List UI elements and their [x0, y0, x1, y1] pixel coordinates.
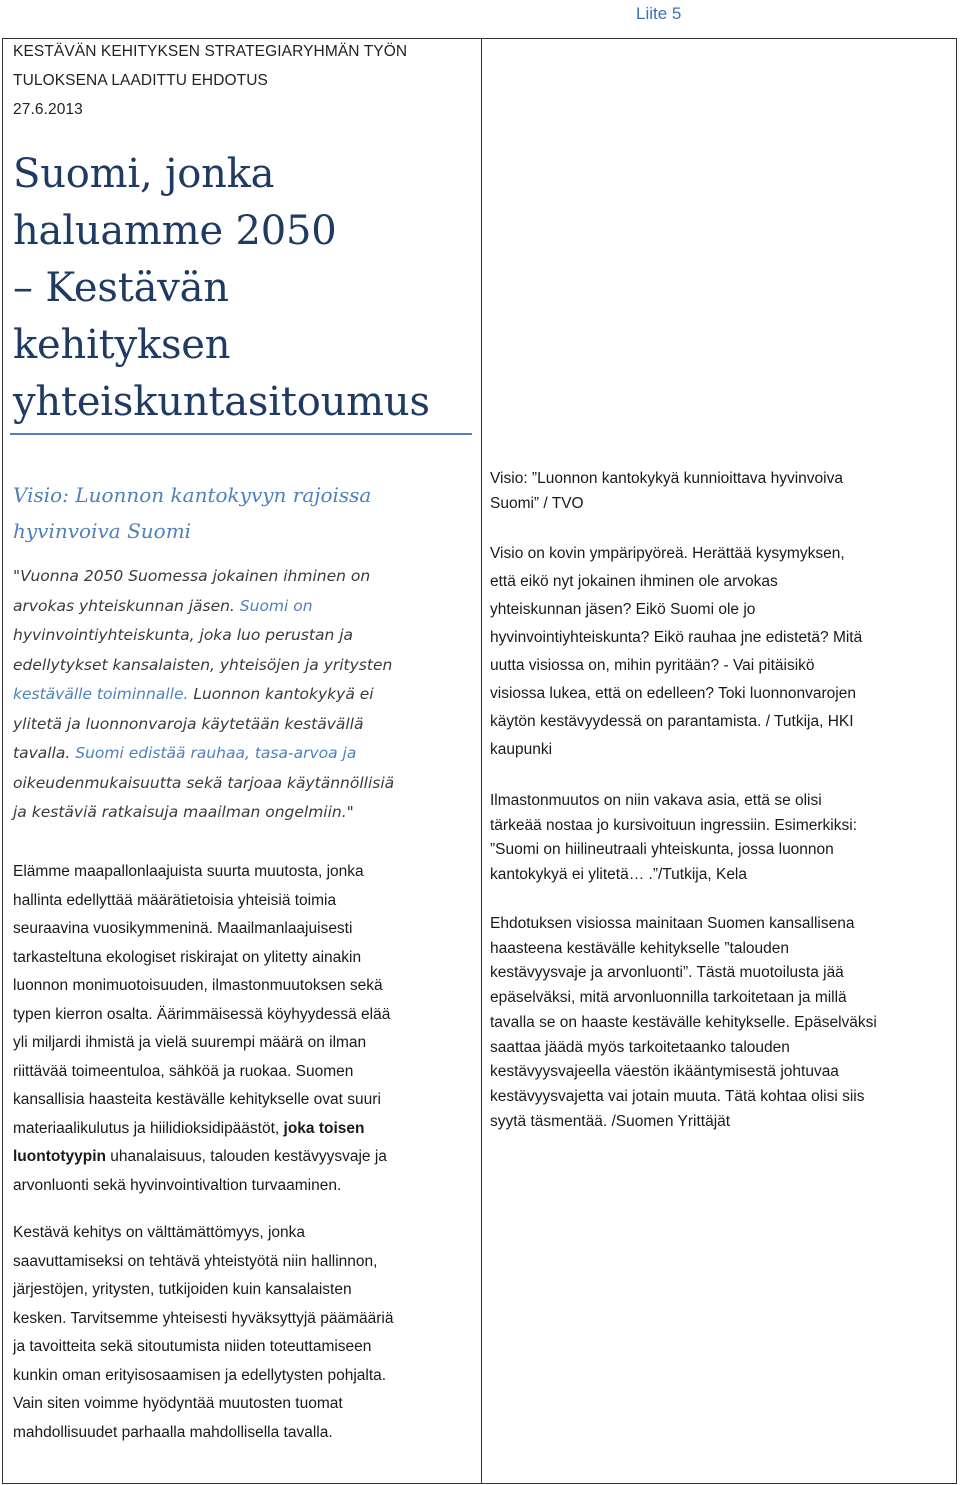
vision-heading-line-1: Visio: Luonnon kantokyvyn rajoissa	[13, 483, 372, 507]
document-title	[13, 146, 473, 431]
column-divider	[481, 38, 482, 1484]
header-line-1: KESTÄVÄN KEHITYKSEN STRATEGIARYHMÄN TYÖN	[13, 43, 408, 60]
quote-line: tavalla. Suomi edistää rauhaa, tasa-arvoa ja	[13, 744, 357, 762]
quote-line: ylitetä ja luonnonvaroja käytetään kestävällä	[13, 714, 364, 733]
title-line-4: kehityksen	[13, 322, 231, 368]
para-line: kesken. Tarvitsemme yhteisesti hyväksyttyjä päämääriä	[13, 1309, 394, 1327]
quote-line: kestävälle toiminnalle. Luonnon kantokykyä ei	[13, 685, 374, 703]
para-line: typen kierron osalta. Äärimmäisessä köyhyydessä elää	[13, 1005, 391, 1023]
comment-line: yhteiskunnan jäsen? Eikö Suomi ole jo	[490, 601, 756, 618]
quote-line: oikeudenmukaisuutta sekä tarjoaa käytännöllisiä	[13, 773, 395, 792]
comment-hki	[490, 540, 950, 764]
title-underline	[10, 433, 472, 435]
comment-line: Suomi” / TVO	[490, 494, 584, 512]
comment-tvo	[490, 467, 950, 516]
body-paragraph-2	[13, 1219, 473, 1447]
comment-line: Visio on kovin ympäripyöreä. Herättää kysymyksen,	[490, 545, 845, 562]
comment-line: että eikö nyt jokainen ihminen ole arvokas	[490, 573, 778, 590]
para-line: tarkasteltuna ekologiset riskirajat on ylitetty ainakin	[13, 948, 362, 966]
para-line: Vain siten voimme hyödyntää muutosten tuomat	[13, 1395, 343, 1412]
para-line: yli miljardi ihmistä ja vielä suurempi määrä on ilman	[13, 1034, 367, 1051]
comment-line: ”Suomi on hiilineutraali yhteiskunta, jossa luonnon	[490, 841, 834, 859]
title-line-2: haluamme 2050	[13, 208, 337, 254]
para-line: Kestävä kehitys on välttämättömyys, jonka	[13, 1224, 306, 1241]
comment-line: epäselväksi, mitä arvonluonnilla tarkoitetaan ja millä	[490, 989, 847, 1007]
para-line: arvonluonti sekä hyvinvointivaltion turvaaminen.	[13, 1176, 342, 1194]
comment-line: kestävyysvajetta vai jotain muuta. Tätä kohtaa olisi siis	[490, 1087, 865, 1105]
body-paragraph-1	[13, 858, 473, 1200]
comment-kela	[490, 789, 950, 888]
para-line: ja tavoitteita sekä sitoutumista niiden toteuttamiseen	[13, 1338, 372, 1355]
comment-line: kaupunki	[490, 741, 553, 758]
vision-heading	[13, 477, 473, 549]
comment-line: Visio: ”Luonnon kantokykyä kunnioittava hyvinvoiva	[490, 470, 843, 487]
para-line: kunkin oman erityisosaamisen ja edellytysten pohjalta.	[13, 1366, 387, 1384]
title-line-3: – Kestävän	[13, 265, 229, 311]
comment-yrittajat	[490, 912, 950, 1134]
comment-line: saattaa jäädä myös tarkoitetaanko talouden	[490, 1038, 790, 1056]
para-line: Elämme maapallonlaajuista suurta muutosta, jonka	[13, 863, 364, 880]
comment-line: syytä täsmentää. /Suomen Yrittäjät	[490, 1112, 731, 1130]
header-block	[13, 37, 473, 124]
quote-line: hyvinvointiyhteiskunta, joka luo perustan ja	[13, 626, 354, 644]
quote-line: ja kestäviä ratkaisuja maailman ongelmiin."	[13, 803, 354, 821]
para-line: saavuttamiseksi on tehtävä yhteistyötä niin hallinnon,	[13, 1252, 378, 1270]
title-line-1: Suomi, jonka	[13, 151, 275, 197]
para-line: järjestöjen, yritysten, tutkijoiden kuin kansalaisten	[13, 1281, 352, 1298]
para-line: mahdollisuudet parhaalla mahdollisella tavalla.	[13, 1423, 333, 1441]
appendix-label: Liite 5	[636, 4, 682, 23]
comment-line: kestävyysvaje ja arvonluonti”. Tästä muotoilusta jää	[490, 964, 844, 982]
vision-heading-line-2: hyvinvoiva Suomi	[13, 519, 192, 543]
header-line-2: TULOKSENA LAADITTU EHDOTUS	[13, 72, 268, 89]
comment-line: kantokykyä ei ylitetä… .”/Tutkija, Kela	[490, 866, 747, 884]
para-line: materiaalikulutus ja hiilidioksidipäästöt, joka toisen	[13, 1119, 365, 1137]
comment-line: haasteena kestävälle kehitykselle ”talouden	[490, 939, 789, 957]
comment-line: Ilmastonmuutos on niin vakava asia, että se olisi	[490, 792, 822, 809]
quote-line: "Vuonna 2050 Suomessa jokainen ihminen on	[13, 567, 371, 585]
comment-line: hyvinvointiyhteiskunta? Eikö rauhaa jne edistetä? Mitä	[490, 629, 863, 646]
para-line: hallinta edellyttää määrätietoisia yhteisiä toimia	[13, 891, 337, 909]
comment-line: uutta visiossa on, mihin pyritään? - Vai pitäisikö	[490, 657, 815, 674]
comment-line: tärkeää nostaa jo kursivoituun ingressiin. Esimerkiksi:	[490, 816, 857, 834]
comment-line: tavalla se on haaste kestävälle kehitykselle. Epäselväksi	[490, 1013, 877, 1031]
para-line: riittävää toimeentuloa, sähköä ja ruokaa. Suomen	[13, 1062, 354, 1080]
para-line: luonnon monimuotoisuuden, ilmastonmuutoksen sekä	[13, 977, 383, 994]
header-date: 27.6.2013	[13, 101, 83, 118]
quote-line: edellytykset kansalaisten, yhteisöjen ja yritysten	[13, 655, 393, 674]
comment-line: visiossa lukea, että on edelleen? Toki luonnonvarojen	[490, 685, 856, 702]
comment-line: käytön kestävyydessä on parantamista. / Tutkija, HKI	[490, 713, 854, 730]
para-line: luontotyypin uhanalaisuus, talouden kestävyysvaje ja	[13, 1148, 387, 1165]
title-line-5: yhteiskuntasitoumus	[13, 379, 430, 425]
para-line: kansallisia haasteita kestävälle kehitykselle ovat suuri	[13, 1091, 381, 1108]
para-line: seuraavina vuosikymmeninä. Maailmanlaajuisesti	[13, 920, 353, 937]
vision-quote	[13, 562, 473, 828]
comment-line: kestävyysvajeella väestön ikääntymisestä johtuvaa	[490, 1063, 839, 1081]
quote-line: arvokas yhteiskunnan jäsen. Suomi on	[13, 596, 313, 615]
comment-line: Ehdotuksen visiossa mainitaan Suomen kansallisena	[490, 915, 855, 932]
